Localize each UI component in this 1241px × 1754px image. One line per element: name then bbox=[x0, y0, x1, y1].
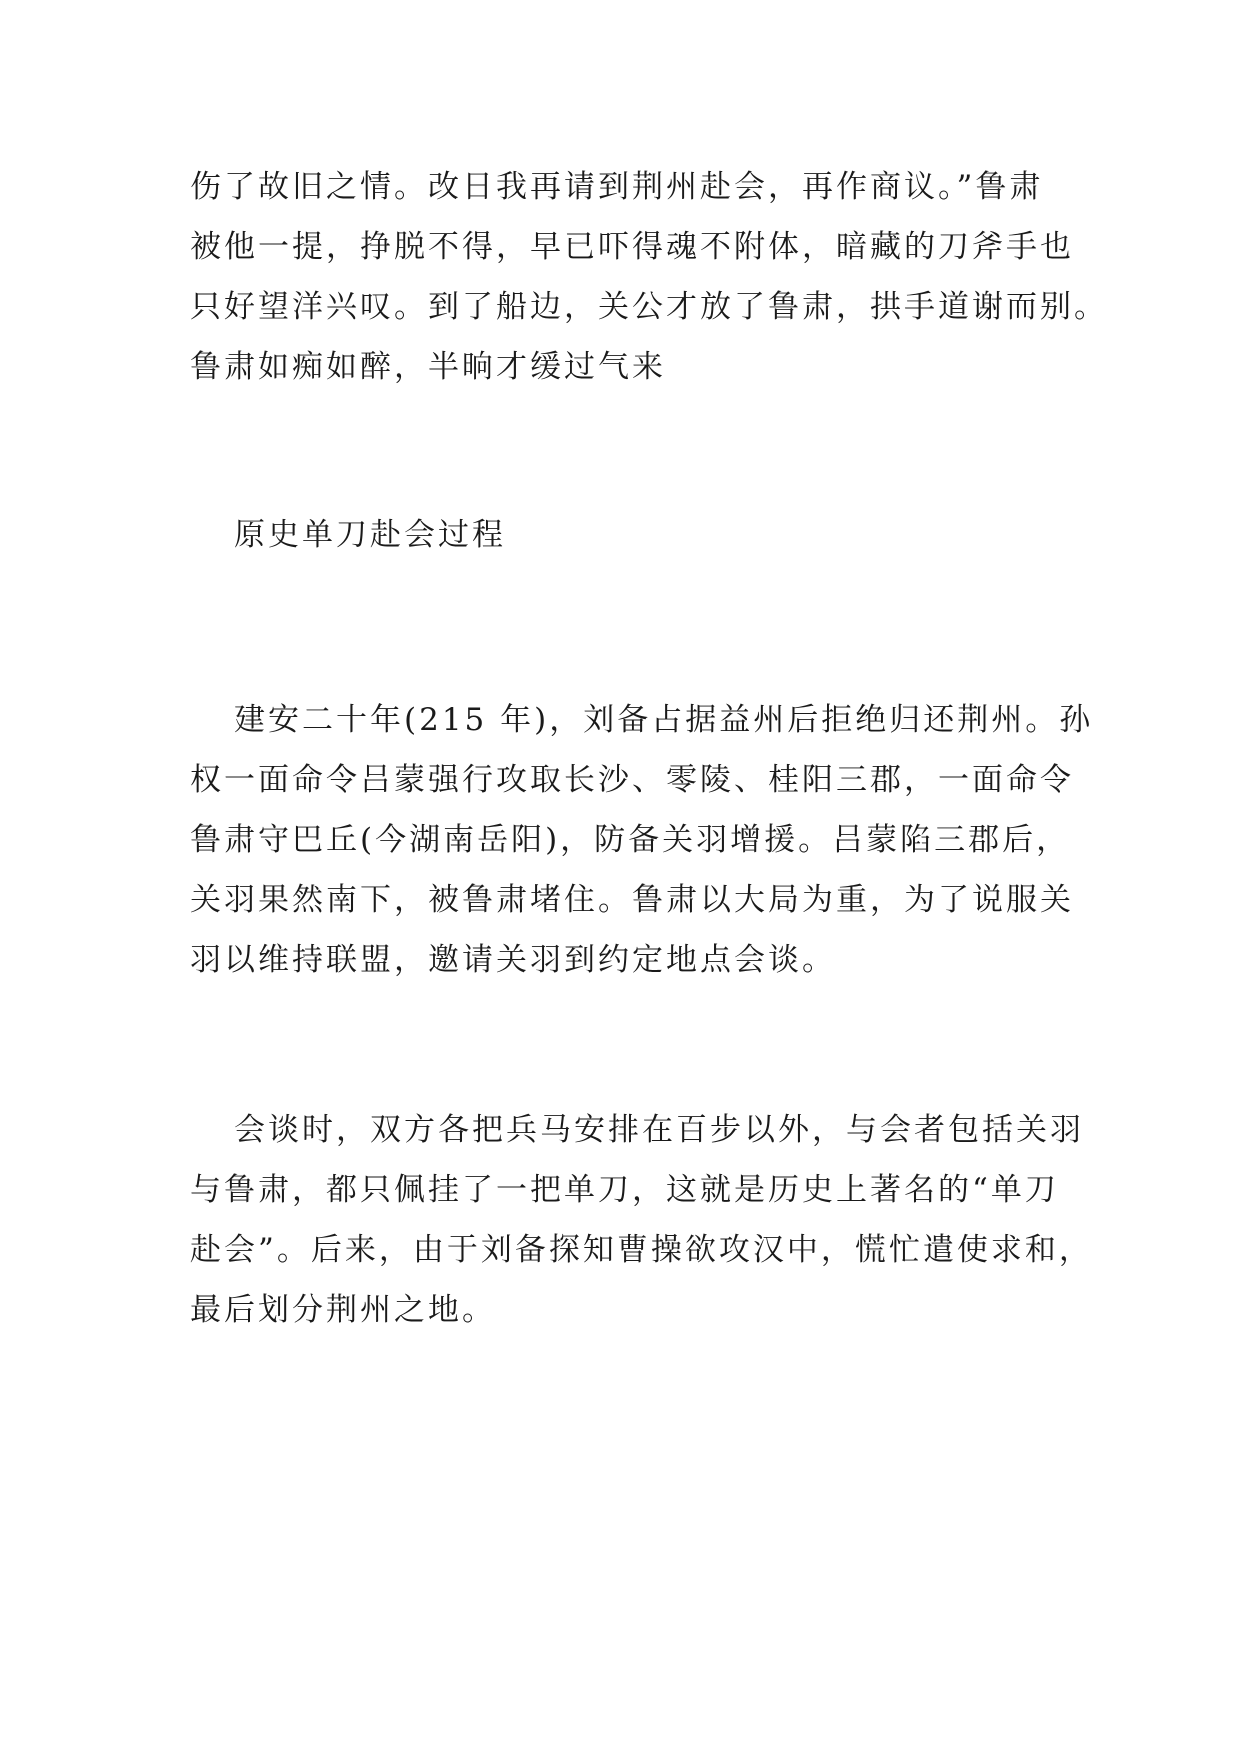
paragraph-3-line-2: 与鲁肃，都只佩挂了一把单刀，这就是历史上著名的“单刀 bbox=[190, 1172, 1059, 1208]
section-heading bbox=[190, 505, 1070, 565]
paragraph-3 bbox=[190, 1100, 1093, 1340]
paragraph-1-line-1: 伤了故旧之情。改日我再请到荆州赴会，再作商议。”鲁肃 bbox=[190, 169, 1044, 205]
paragraph-2 bbox=[190, 690, 1094, 990]
paragraph-1-line-3: 只好望洋兴叹。到了船边，关公才放了鲁肃，拱手道谢而别。 bbox=[190, 289, 1108, 325]
paragraph-3-line-1: 会谈时，双方各把兵马安排在百步以外，与会者包括关羽 bbox=[234, 1112, 1084, 1148]
paragraph-2-line-4: 关羽果然南下，被鲁肃堵住。鲁肃以大局为重，为了说服关 bbox=[190, 882, 1074, 918]
paragraph-1-line-2: 被他一提，挣脱不得，早已吓得魂不附体，暗藏的刀斧手也 bbox=[190, 229, 1074, 265]
paragraph-3-line-4: 最后划分荆州之地。 bbox=[190, 1292, 496, 1328]
paragraph-2-line-5: 羽以维持联盟，邀请关羽到约定地点会谈。 bbox=[190, 942, 836, 978]
paragraph-1-line-4: 鲁肃如痴如醉，半晌才缓过气来 bbox=[190, 349, 666, 385]
paragraph-1 bbox=[190, 157, 1108, 397]
section-heading-text: 原史单刀赴会过程 bbox=[234, 517, 506, 553]
paragraph-2-line-3: 鲁肃守巴丘(今湖南岳阳)，防备关羽增援。吕蒙陷三郡后， bbox=[190, 822, 1071, 858]
paragraph-2-line-1: 建安二十年(215 年)，刘备占据益州后拒绝归还荆州。孙 bbox=[234, 702, 1094, 738]
paragraph-3-line-3: 赴会”。后来，由于刘备探知曹操欲攻汉中，慌忙遣使求和， bbox=[190, 1232, 1093, 1268]
paragraph-2-line-2: 权一面命令吕蒙强行攻取长沙、零陵、桂阳三郡，一面命令 bbox=[190, 762, 1074, 798]
